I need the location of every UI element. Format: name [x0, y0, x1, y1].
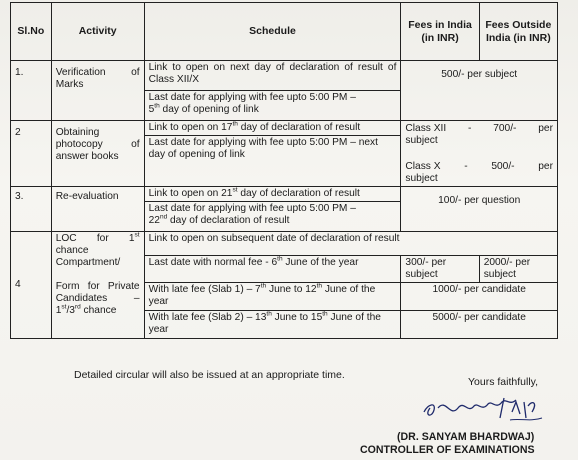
- table-header-row: [11, 3, 558, 61]
- row2-fee-x: Class X - 500/- per: [405, 161, 553, 173]
- table-row: [11, 232, 558, 256]
- row4-fee-slab2: 5000/- per candidate: [401, 311, 558, 339]
- row3-schedule-open: Link to open on 21st day of declaration of result: [144, 187, 401, 202]
- row2-activity: Obtaining photocopy of answer books: [51, 121, 144, 187]
- row3-schedule-last: Last date for applying with fee upto 5:00 PM – 22nd day of declaration of result: [144, 202, 401, 232]
- table-row: [11, 121, 558, 136]
- row2-schedule-last: Last date for applying with fee upto 5:00 PM – next day of opening of link: [144, 136, 401, 187]
- row2-fee-xii: Class XII - 700/- per: [405, 123, 553, 134]
- header-activity: Activity: [51, 3, 144, 61]
- schedule-table: [10, 2, 558, 339]
- row4-schedule-slab1: With late fee (Slab 1) – 7th June to 12th June of the year: [144, 283, 401, 311]
- row4-fee-normal-outside: 2000/- per subject: [479, 256, 557, 283]
- header-fees-outside: Fees Outside India (in INR): [479, 3, 557, 61]
- row4-schedule-open: Link to open on subsequent date of declaration of result: [144, 232, 557, 256]
- row4-activity: LOC for 1st chance Compartment/ Form for Private Candidates – 1st/3rd chance: [51, 232, 144, 339]
- row1-fee: 500/- per subject: [401, 61, 558, 121]
- row3-fee: 100/- per question: [401, 187, 558, 232]
- signatory-name: (DR. SANYAM BHARDWAJ): [397, 431, 535, 443]
- row1-activity: Verification of Marks: [51, 61, 144, 121]
- row4-fee-slab1: 1000/- per candidate: [401, 283, 558, 311]
- row1-sl: 1.: [11, 61, 52, 121]
- circular-note: Detailed circular will also be issued at an appropriate time.: [74, 369, 345, 381]
- row4-sl: 4: [11, 232, 52, 339]
- row1-schedule-open: Link to open on next day of declaration of result of Class XII/X: [144, 61, 401, 91]
- row4-schedule-normal: Last date with normal fee - 6th June of the year: [144, 256, 401, 283]
- header-schedule: Schedule: [144, 3, 401, 61]
- row3-activity: Re-evaluation: [51, 187, 144, 232]
- header-fees-india: Fees in India (in INR): [401, 3, 479, 61]
- header-sl-no: Sl.No: [11, 3, 52, 61]
- signatory-title: CONTROLLER OF EXAMINATIONS: [360, 444, 535, 456]
- table-row: [11, 61, 558, 91]
- handwritten-signature: [420, 388, 560, 430]
- row4-fee-normal-india: 300/- per subject: [401, 256, 479, 283]
- row2-fee-xii-unit: subject: [405, 135, 438, 147]
- table-row: [11, 187, 558, 202]
- row1-schedule-last: Last date for applying with fee upto 5:00 PM – 5th day of opening of link: [144, 91, 401, 121]
- row2-fee-x-unit: subject: [405, 173, 438, 185]
- row3-sl: 3.: [11, 187, 52, 232]
- row2-sl: 2: [11, 121, 52, 187]
- row2-schedule-open: Link to open on 17th day of declaration of result: [144, 121, 401, 136]
- closing-text: Yours faithfully,: [468, 376, 539, 388]
- row2-fee: [401, 121, 558, 187]
- row4-schedule-slab2: With late fee (Slab 2) – 13th June to 15th June of the year: [144, 311, 401, 339]
